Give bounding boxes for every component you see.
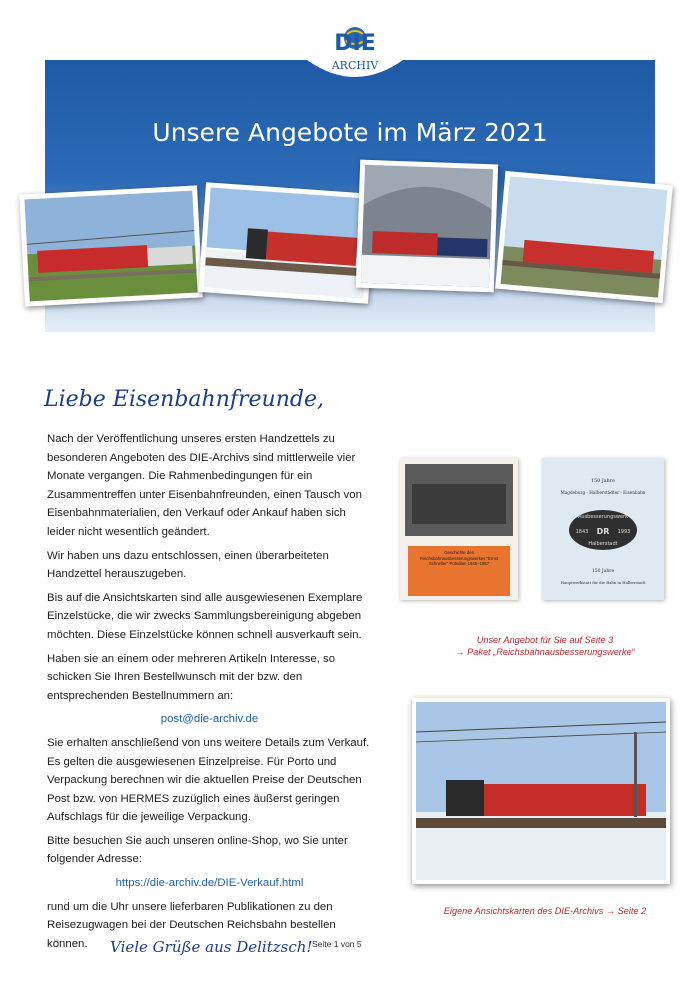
- banner-photo-2: [198, 182, 375, 304]
- paragraph-1: Nach der Veröffentlichung unseres ersten Handzettels zu besonderen Angeboten des DIE-Archivs sind mittlerweile vier Monate vergangen. Die Rahmenbedingungen für ein Zusammentreffen unter Eisenbahnfreunden, einen Tausch von Eisenbahnmaterialien, den Verkauf oder Ankauf haben sich leider nicht wesentlich geändert.: [47, 433, 362, 538]
- logo-bottom-text: ARCHIV: [331, 59, 379, 72]
- greeting-handwriting: [44, 372, 324, 425]
- book2-bottom-top: 150 Jahre: [591, 569, 615, 574]
- letter-body: [47, 430, 372, 958]
- email-link[interactable]: post@die-archiv.de: [160, 713, 259, 726]
- shop-link[interactable]: https://die-archiv.de/DIE-Verkauf.html: [115, 877, 304, 890]
- banner-title: Unsere Angebote im März 2021: [152, 118, 548, 147]
- die-archiv-logo: [305, 14, 405, 84]
- paragraph-2: Wir haben uns dazu entschlossen, einen überarbeiteten Handzettel herauszugeben.: [47, 549, 329, 581]
- paragraph-3: Bis auf die Ansichtskarten sind alle ausgewiesenen Exemplare Einzelstücke, die wir zwecks Sammlungsbereinigung abgeben möchten. Diese Einzelstücke können schnell ausverkauft sein.: [47, 591, 363, 641]
- banner-photo-1: [19, 185, 203, 306]
- page-number: Seite 1 von 5: [312, 939, 362, 949]
- paragraph-6: Bitte besuchen Sie auch unseren online-Shop, wo Sie unter folgender Adresse:: [47, 834, 348, 866]
- paragraph-7: rund um die Uhr unsere lieferbaren Publikationen zu den Reisezugwagen bei der Deutschen Reichsbahn bestellen können.: [47, 900, 336, 950]
- book2-top: 150 Jahre: [591, 479, 615, 484]
- book-cover-2: [542, 458, 664, 600]
- banner-photo-4: [495, 171, 673, 303]
- badge-mid: DR: [596, 527, 610, 536]
- badge-year-right: 1993: [617, 529, 631, 535]
- logo-top-text: DIE: [334, 31, 376, 56]
- badge-top: Ausbesserungswerk: [577, 514, 629, 520]
- badge-year-left: 1843: [575, 529, 589, 535]
- banner-photo-3: [356, 160, 498, 293]
- caption-books-line2: → Paket „Reichsbahnausbesserungswerke“: [455, 647, 635, 657]
- badge-bottom: Halberstadt: [588, 541, 618, 547]
- paragraph-4: Haben sie an einem oder mehreren Artikeln Interesse, so schicken Sie Ihren Bestellwunsch mit der bzw. den entsprechenden Bestellnummern an:: [47, 652, 336, 702]
- book2-sub: Magdeburg - Halberstädter - Eisenbahn: [560, 490, 646, 495]
- closing-text: Viele Grüße aus Delitzsch!: [110, 938, 313, 956]
- book1-title: Geschichte des Reichsbahnausbesserungswerkes "Ernst Schneller" Potsdam 1945–1957: [419, 550, 499, 567]
- book2-bottom-sub: Hauptwerkstatt für die Bahn in Halberstadt: [560, 580, 646, 585]
- caption-books: [410, 634, 680, 658]
- greeting-text: Liebe Eisenbahnfreunde,: [44, 387, 324, 412]
- book-cover-1: [400, 458, 518, 600]
- caption-postcards: Eigene Ansichtskarten des DIE-Archivs → Seite 2: [443, 906, 647, 916]
- closing-handwriting: [110, 928, 313, 969]
- postcard-photo: [412, 698, 670, 884]
- caption-books-line1: Unser Angebot für Sie auf Seite 3: [476, 635, 614, 645]
- paragraph-5: Sie erhalten anschließend von uns weitere Details zum Verkauf. Es gelten die ausgewiesenen Einzelpreise. Für Porto und Verpackung berechnen wir die aktuellen Preise der Deutschen Post bzw. von HERMES zuzüglich eines äußerst geringen Aufschlags für die jeweilige Verpackung.: [47, 736, 370, 824]
